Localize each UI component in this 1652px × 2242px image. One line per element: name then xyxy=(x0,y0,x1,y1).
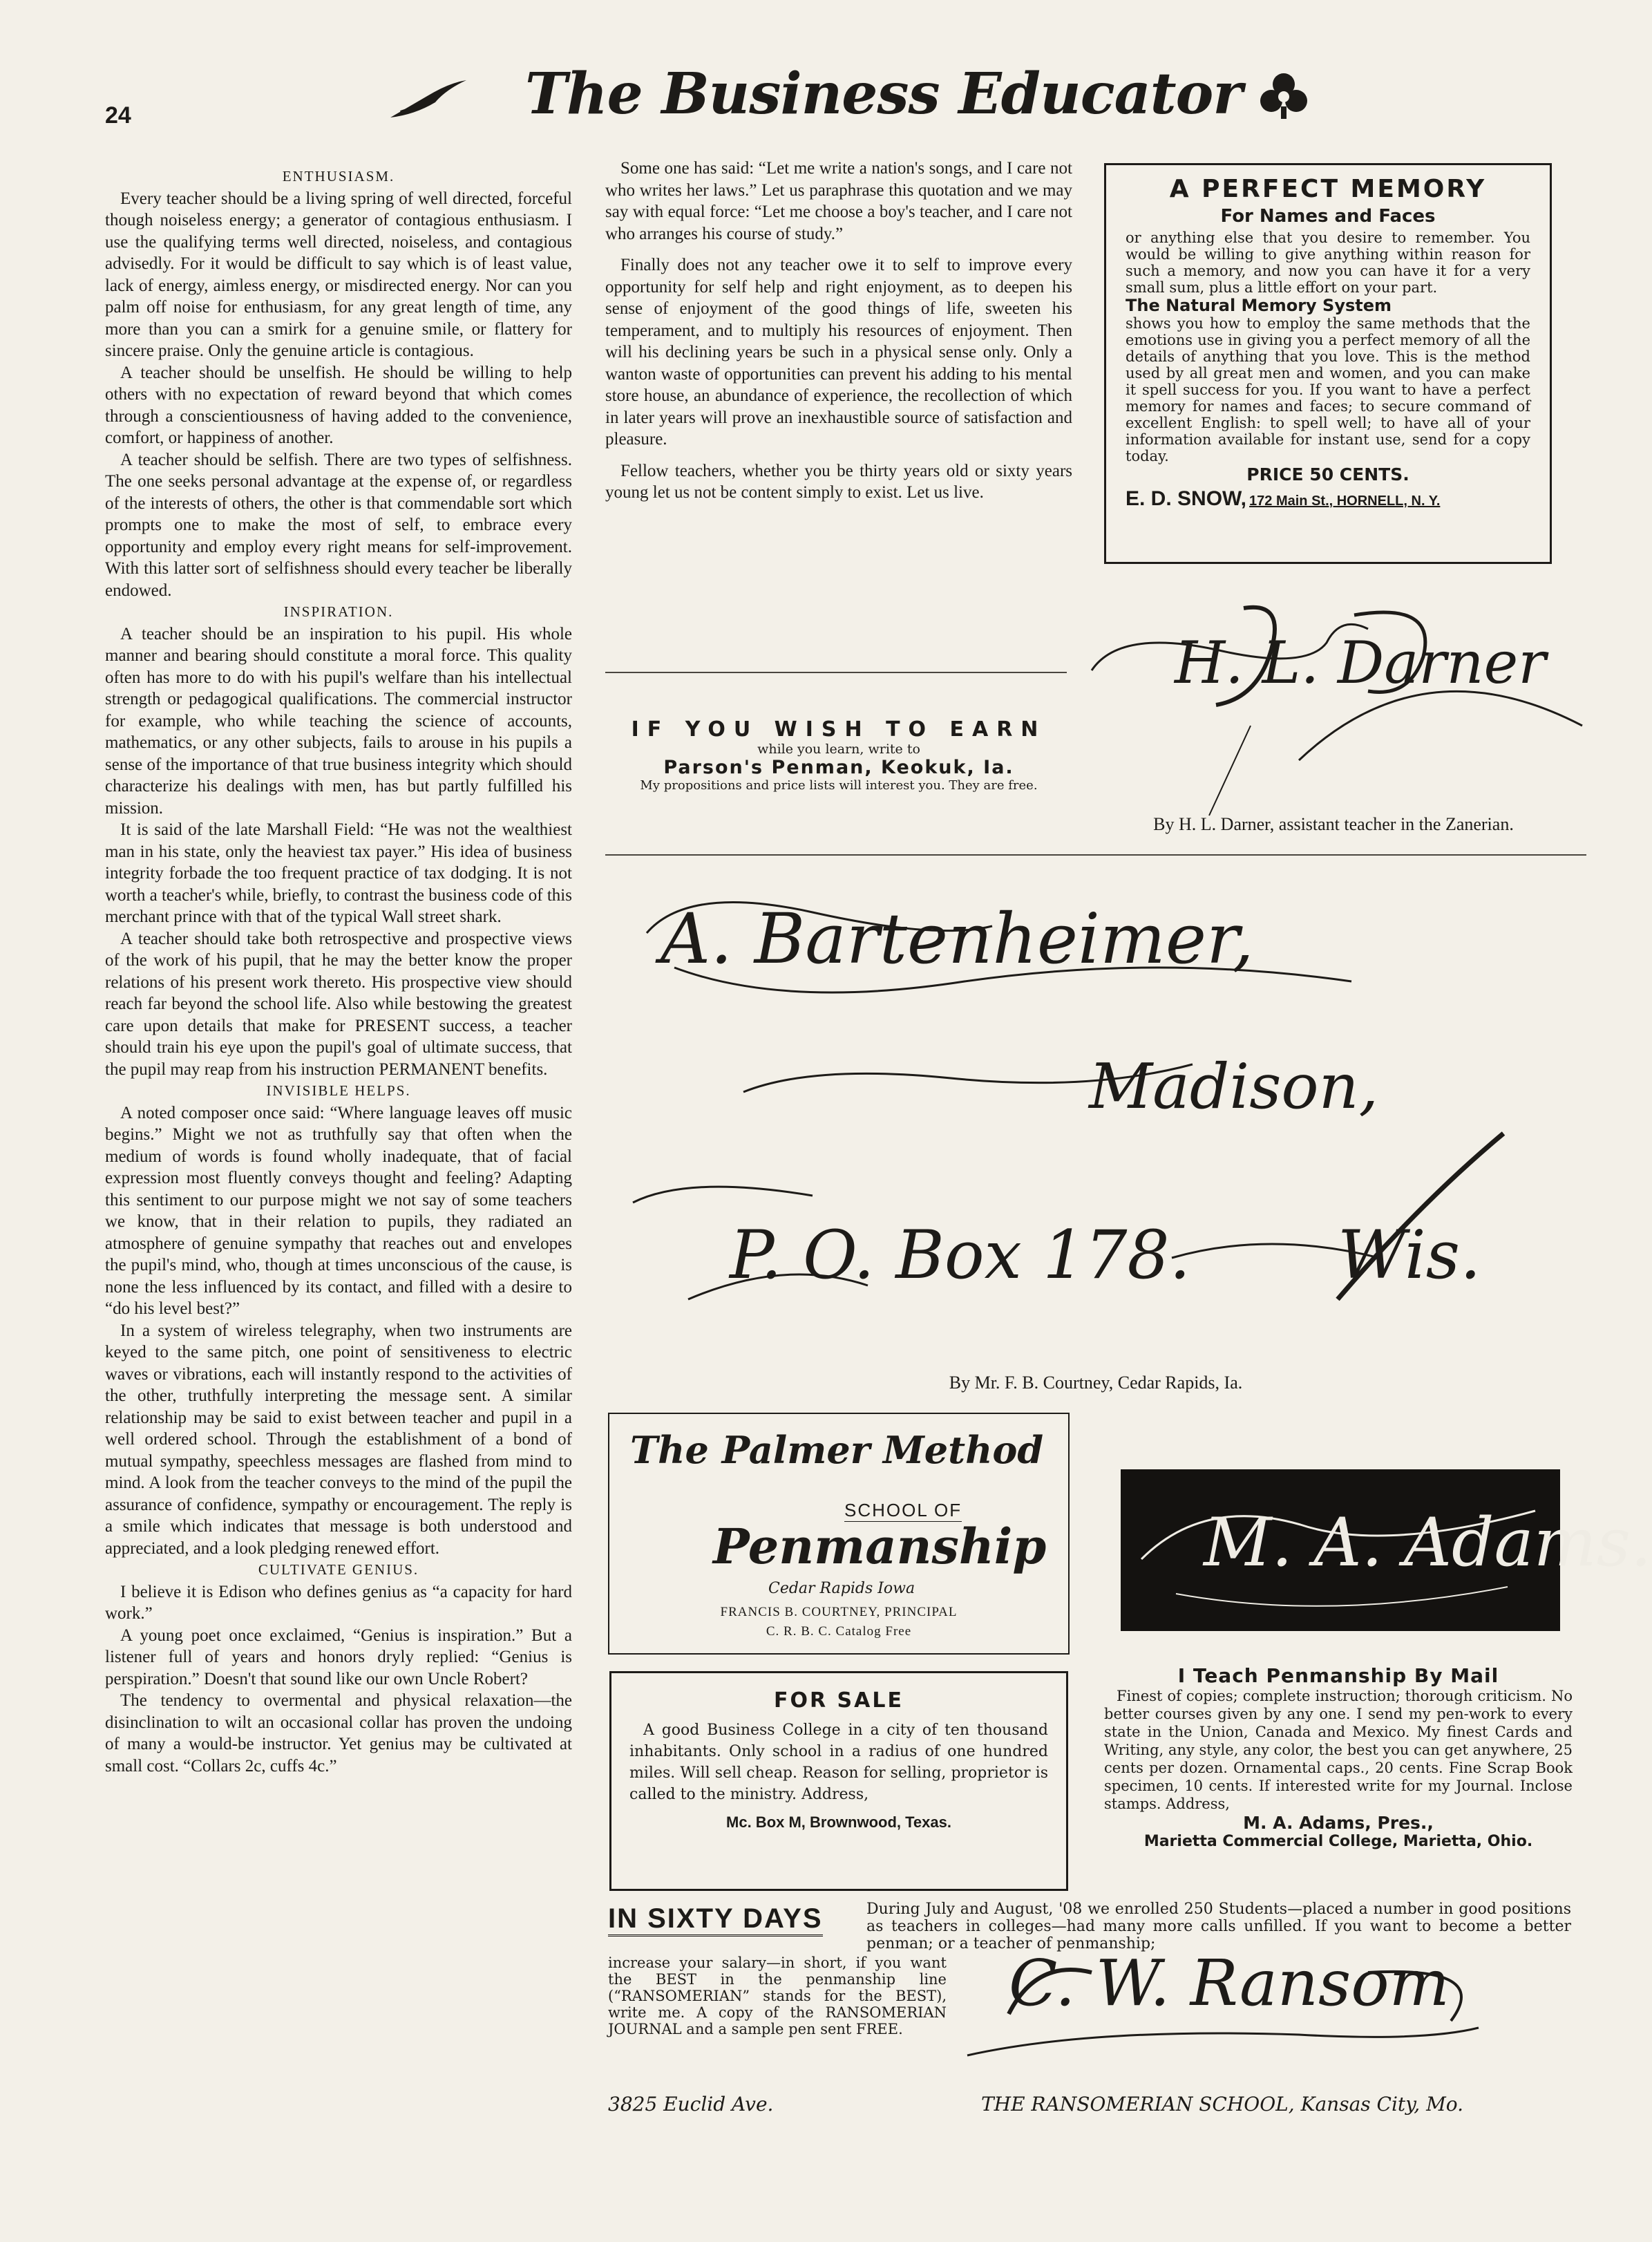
ad-palmer-penmanship: Penmanship xyxy=(713,1518,1047,1575)
paragraph: A noted composer once said: “Where language leaves off music begins.” Might we not as truthfully say that often when the medium of words is found wholly inadequate, that of facial expression most fluently conveys thought and feeling? Adapting this sentiment to our purpose might we not say of some teachers we know, that in their relation to pupils, they radiated an atmosphere of genuine sympathy that reaches out and envelopes the pupil's mind, who, though at times unconscious of the cause, is none the less influenced by its contact, and filled with a desire to “do his level best?” xyxy=(105,1103,572,1318)
ad-palmer-school-of: SCHOOL OF xyxy=(844,1500,962,1520)
ad-body: shows you how to employ the same methods that the emotions use in giving you a perfect memory of all the details of anything that you love. This is the method used by all great men and women, and you can make it spell success for you. If you want to have a perfect memory for names and faces; to secure command of excellent English: to spell well; to have all of your information available for instant use, send for a copy today. xyxy=(1126,315,1530,464)
ad-sale-address: Mc. Box M, Brownwood, Texas. xyxy=(726,1814,951,1831)
paragraph: A young poet once exclaimed, “Genius is inspiration.” But a listener full of years and honors dryly replied: “Genius is perspiration.” Doesn't that sound like our own Uncle Robert? xyxy=(105,1626,572,1688)
ad-palmer-catalog: C. R. B. C. Catalog Free xyxy=(766,1624,912,1639)
section-head-inspiration: INSPIRATION. xyxy=(283,603,394,620)
ad-address: 172 Main St., HORNELL, N. Y. xyxy=(1249,493,1441,509)
paragraph: A teacher should be unselfish. He should be willing to help others with no expectation of reward beyond that which comes through a conscientiousness of having added to the convenience, comfort, or happiness of another. xyxy=(105,363,572,447)
signature-darner-caption: By H. L. Darner, assistant teacher in the Zanerian. xyxy=(1153,814,1514,834)
ad-advertiser: E. D. SNOW, xyxy=(1126,487,1247,510)
section-head-cultivate-genius: CULTIVATE GENIUS. xyxy=(258,1561,419,1578)
quill-icon xyxy=(387,75,470,126)
section-head-invisible-helps: INVISIBLE HELPS. xyxy=(266,1082,411,1099)
ad-price: PRICE 50 CENTS. xyxy=(1246,464,1409,484)
paragraph: It is said of the late Marshall Field: “He was not the wealthiest man in his state, only the heaviest tax payer.” His idea of business integrity forbade the too frequent practice of tax dodging. It is not worth a teacher's while, briefly, to contrast the business code of this merchant prince with that of the typical Wall street shark. xyxy=(105,820,572,926)
ad-perfect-memory xyxy=(1104,163,1552,564)
article-column-1 xyxy=(105,166,572,1777)
paragraph: Finally does not any teacher owe it to self to improve every opportunity for self help and right enjoyment, as to deepen his sense of enjoyment of the good things of life, sweeten his temperament, and to multiply his resources of enjoyment. Then will his declining years be such in a physical sense only. Only a wanton waste of opportunities can prevent his adding to his mental store house, an abundance of experience, the recollection of which in later years will prove an inexhaustible source of satisfaction and pleasure. xyxy=(605,256,1072,449)
paragraph: Fellow teachers, whether you be thirty years old or sixty years young let us not be content simply to exist. Let us live. xyxy=(605,461,1072,502)
ad-sale-body: A good Business College in a city of ten thousand inhabitants. Only school in a radius of one hundred miles. Will sell cheap. Reason for selling, proprietor is called to the ministry. Address, xyxy=(629,1722,1048,1803)
page-number: 24 xyxy=(105,102,131,129)
ad-palmer-principal: FRANCIS B. COURTNEY, PRINCIPAL xyxy=(720,1605,958,1619)
ad-teach-title: I Teach Penmanship By Mail xyxy=(1177,1664,1499,1687)
ad-ransom-top: During July and August, '08 we enrolled 250 Students—placed a number in good positions as teachers in colleges—had many more calls unfilled. If you want to become a better penman; or a teacher of penmanship; xyxy=(866,1901,1571,1952)
ad-teach-body: Finest of copies; complete instruction; thorough criticism. No better courses given by any one. I send my pen-work to every state in the Union, Canada and Mexico. My finest Cards and Writing, any style, any color, the best you can get anywhere, 25 cents per dozen. Ornamental caps., 20 cents. Fine Scrap Book specimen, 10 cents. If interested write for my Journal. Inclose stamps. Address, xyxy=(1104,1688,1573,1812)
signature-courtney-line2: Madison, xyxy=(1089,1051,1379,1123)
signature-courtney-line1: A. Bartenheimer, xyxy=(661,898,1254,979)
signature-courtney-caption: By Mr. F. B. Courtney, Cedar Rapids, Ia. xyxy=(949,1373,1243,1393)
ad-adams-logo xyxy=(1121,1469,1652,1631)
paragraph: A teacher should take both retrospective and prospective views of the work of his pupil, that he may the better know the proper relations of his present work thereto. His prospective view should reach far beyond the school life. Also while bestowing the greatest care upon details that make for PRESENT success, a teacher should train his eye upon the pupil's goal of ultimate success, that the pupil may reap from his instruction PERMANENT benefits. xyxy=(105,929,572,1079)
signature-darner-script: H. L. Darner xyxy=(1175,629,1546,697)
ad-system-name: The Natural Memory System xyxy=(1126,296,1392,315)
signature-darner xyxy=(1078,587,1589,795)
divider xyxy=(605,854,1586,856)
ad-body: or anything else that you desire to remember. You would be willing to give anything within reason for such a memory, and now you can have it for a very small sum, plus a little effort on your part. xyxy=(1126,229,1530,296)
section-head-enthusiasm: ENTHUSIASM. xyxy=(282,168,395,185)
ad-ransom-left: increase your salary—in short, if you want the BEST in the penmanship line (“RANSOMERIAN” stands for the BEST), write me. A copy of the RANSOMERIAN JOURNAL and a sample pen sent FREE. xyxy=(608,1954,947,2037)
paragraph: Every teacher should be a living spring of well directed, forceful though noiseless energy; a generator of contagious enthusiasm. I use the qualifying terms well directed, noiseless, and contagious advisedly. For it would be difficult to say which is of least value, lack of energy, aimless energy, or misdirected energy. Nor can you palm off noise for enthusiasm, for any great length of time, any more than you can a smirk for a genuine smile, or flattery for sincere praise. Only the genuine article is contagious. xyxy=(105,189,572,360)
paragraph: Some one has said: “Let me write a nation's songs, and I care not who writes her laws.” Let us paraphrase this quotation and we may say with equal force: “Let me choose a boy's teacher, and I care not who arranges his course of study.” xyxy=(605,159,1072,243)
paragraph: The tendency to overmental and physical relaxation—the disinclination to wilt an occasional collar has proven the undoing of many a would-be instructor. Yet genius may be cultivated at small cost. “Collars 2c, cuffs 4c.” xyxy=(105,1691,572,1775)
ad-earn xyxy=(605,717,1072,793)
ad-earn-note: My propositions and price lists will interest you. They are free. xyxy=(640,778,1038,793)
paragraph: I believe it is Edison who defines genius as “a capacity for hard work.” xyxy=(105,1582,572,1623)
ad-palmer-location: Cedar Rapids Iowa xyxy=(768,1580,915,1597)
ad-ransom-script: C. W. Ransom xyxy=(1009,1946,1450,2020)
ad-subtitle: For Names and Faces xyxy=(1220,206,1436,227)
emblem-icon xyxy=(1257,69,1310,125)
ad-teach-school: Marietta Commercial College, Marietta, Ohio. xyxy=(1143,1833,1533,1850)
ad-palmer-method xyxy=(608,1413,1070,1655)
signature-courtney xyxy=(605,871,1586,1368)
article-column-2 xyxy=(605,158,1072,504)
ad-sale-title: FOR SALE xyxy=(774,1688,904,1713)
paragraph: A teacher should be selfish. There are two types of selfishness. The one seeks personal advantage at the expense of, or regardless of the interests of others, the other is that commendable sort which prompts one to make the most of self, to embrace every opportunity and employ every right means for self-improvement. With this latter sort of selfishness should every teacher be liberally endowed. xyxy=(105,450,572,600)
ad-adams-script: M. A. Adams. xyxy=(1204,1504,1652,1581)
ad-earn-line: while you learn, write to xyxy=(757,742,920,757)
ad-for-sale xyxy=(609,1671,1068,1891)
paragraph: A teacher should be an inspiration to his pupil. His whole manner and bearing should constitute a moral force. This quality often has more to do with his pupil's welfare than his intellectual strength or pedagogical qualifications. The commercial instructor for example, who while teaching the science of accounts, mathematics, or any other subjects, fails to arouse in his pupils a sense of the importance of that true business integrity which should characterize his dealings with men, has but partly fulfilled his mission. xyxy=(105,624,572,818)
ad-ransomerian xyxy=(608,1901,1575,2129)
ad-ransom-address: 3825 Euclid Ave. xyxy=(608,2093,774,2116)
ad-ransom-school: THE RANSOMERIAN SCHOOL, Kansas City, Mo. xyxy=(981,2093,1464,2116)
divider xyxy=(605,672,1067,673)
ad-teach-penmanship xyxy=(1104,1664,1573,1850)
ad-teach-name: M. A. Adams, Pres., xyxy=(1243,1813,1434,1833)
ad-earn-address: Parson's Penman, Keokuk, Ia. xyxy=(663,757,1014,778)
signature-courtney-line3: P. O. Box 178. xyxy=(730,1216,1191,1294)
ad-ransom-headline: IN SIXTY DAYS xyxy=(608,1903,823,1937)
paragraph: In a system of wireless telegraphy, when two instruments are keyed to the same pitch, one point of sensitiveness to electric waves or vibrations, each will instantly respond to the activities of the other, truthfully interpreting the message sent. A similar relationship may be said to exist between teacher and pupil in a well ordered school. Through the establishment of a bond of mutual sympathy, speechless messages are flashed from mind to mind. A look from the teacher conveys to the mind of the pupil the assurance of confidence, sympathy or encouragement. The reply is a smile which indicates that message is both understood and appreciated, and a look pledging renewed effort. xyxy=(105,1321,572,1558)
ad-title: A PERFECT MEMORY xyxy=(1169,175,1487,203)
ad-earn-headline: IF YOU WISH TO EARN xyxy=(631,717,1047,742)
ad-palmer-title: The Palmer Method xyxy=(630,1428,1044,1472)
masthead-title: The Business Educator xyxy=(525,61,1242,127)
signature-courtney-line4: Wis. xyxy=(1338,1216,1481,1294)
